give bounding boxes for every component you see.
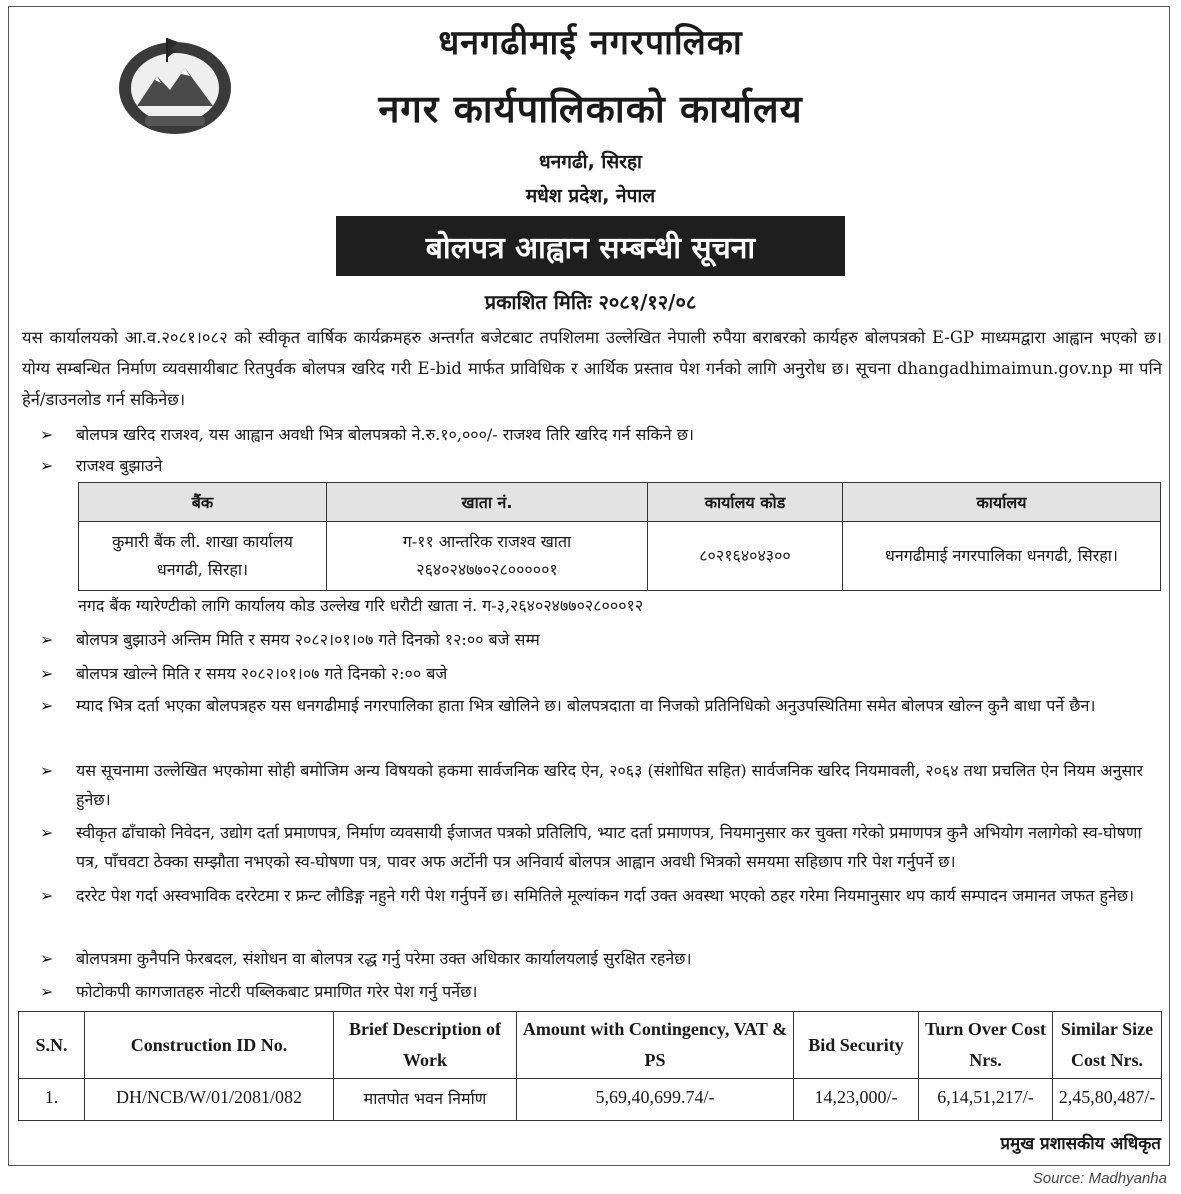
construction-id-cell: DH/NCB/W/01/2081/082: [85, 1079, 334, 1121]
notice-title-banner: [336, 216, 845, 276]
guarantee-note: नगद बैंक ग्यारेण्टीको लागि कार्यालय कोड उल्लेख गरि धरौटी खाता नं. ग-३,२६४०२४७७०२८०००१२: [78, 596, 644, 615]
arrow-bullet-icon: ➢: [40, 456, 54, 475]
province-country: मधेश प्रदेश, नेपाल: [525, 185, 656, 207]
arrow-bullet-icon: ➢: [40, 761, 54, 780]
bullet-item: [40, 818, 1162, 876]
table-header-row: [19, 1012, 1162, 1079]
sn-cell: 1.: [19, 1079, 85, 1121]
column-header: खाता नं.: [327, 483, 648, 522]
column-header: Similar Size Cost Nrs.: [1053, 1012, 1162, 1079]
bullet-text: दररेट पेश गर्दा अस्वभाविक दररेटमा र फ्रन्ट लौडिङ्ग नहुने गरी पेश गर्नुपर्ने छ। समितिले मूल्यांकन गर्दा उक्त अवस्था भएको ठहर गरेमा नियमानुसार थप कार्य सम्पादन जमानत जफत हुनेछ।: [76, 886, 1135, 905]
table-header-row: [79, 483, 1161, 522]
notice-title: बोलपत्र आह्वान सम्बन्धी सूचना: [425, 230, 756, 266]
turnover-cell: 6,14,51,217/-: [919, 1079, 1053, 1121]
arrow-bullet-icon: ➢: [40, 425, 54, 444]
municipality-name: धनगढीमाई नगरपालिका: [438, 23, 743, 63]
source-credit: Source: Madhyanha: [1032, 1170, 1167, 1187]
column-header: Brief Description of Work: [334, 1012, 517, 1079]
bullet-text: बोलपत्र बुझाउने अन्तिम मिति र समय २०८२।०१।०७ गते दिनको १२:०० बजे सम्म: [76, 630, 540, 649]
bank-cell: [79, 522, 327, 591]
column-header: Turn Over Cost Nrs.: [919, 1012, 1053, 1079]
bank-name: कुमारी बैंक ली. शाखा कार्यालय: [112, 532, 293, 551]
account-number: २६४०२४७७०२८०००००१: [416, 560, 558, 579]
bullet-text: म्याद भित्र दर्ता भएका बोलपत्रहरु यस धनगढीमाई नगरपालिका हाता भित्र खोलिने छ। बोलपत्रदाता वा निजको प्रतिनिधिको अनुउपस्थितिमा समेत बोलपत्र खोल्न कुनै बाधा पर्ने छैन।: [76, 696, 1096, 715]
bank-branch: धनगढी, सिरहा।: [156, 560, 249, 579]
bullet-text: स्वीकृत ढाँचाको निवेदन, उद्योग दर्ता प्रमाणपत्र, निर्माण व्यवसायी ईजाजत पत्रको प्रतिलिपि, भ्याट दर्ता प्रमाणपत्र, नियमानुसार कर चुक्ता गरेको प्रमाणपत्र कुनै अभियोग नलागेको स्व-घोषणा पत्र, पाँचवटा ठेक्का सम्झौता नभएको स्व-घोषणा पत्र, पावर अफ अर्टोनी पत्र अनिवार्य बोलपत्र आह्वान अवधी भित्रको समयमा सहिछाप गरि पेश गर्नुपर्ने छ।: [76, 823, 1142, 871]
arrow-bullet-icon: ➢: [40, 630, 54, 649]
bullet-item: [40, 625, 1162, 654]
column-header: S.N.: [19, 1012, 85, 1079]
arrow-bullet-icon: ➢: [40, 886, 54, 905]
amount-cell: 5,69,40,699.74/-: [517, 1079, 794, 1121]
table-row: [79, 522, 1161, 591]
description-cell: मातपोत भवन निर्माण: [334, 1079, 517, 1121]
column-header: Bid Security: [794, 1012, 919, 1079]
column-header: Construction ID No.: [85, 1012, 334, 1079]
column-header: बैंक: [79, 483, 327, 522]
office-cell: धनगढीमाई नगरपालिका धनगढी, सिरहा।: [843, 522, 1161, 591]
account-name: ग-११ आन्तरिक राजश्व खाता: [402, 532, 572, 551]
arrow-bullet-icon: ➢: [40, 982, 54, 1001]
column-header: कार्यालय: [843, 483, 1161, 522]
bullet-text: राजश्व बुझाउने: [76, 456, 163, 475]
bullet-item: [40, 691, 1162, 720]
bullet-item: [40, 451, 1162, 480]
works-table: [18, 1011, 1162, 1121]
bullet-item: [40, 659, 1162, 688]
bullet-text: बोलपत्र खोल्ने मिति र समय २०८२।०१।०७ गते दिनको २:०० बजे: [76, 664, 448, 683]
intro-paragraph: यस कार्यालयको आ.व.२०८१।०८२ को स्वीकृत वार्षिक कार्यक्रमहरु अन्तर्गत बजेटबाट तपशिलमा उल्लेखित नेपाली रुपैया बराबरको कार्यहरु बोलपत्रको E-GP माध्यमद्वारा आह्वान भएको छ। योग्य सम्बन्धित निर्माण व्यवसायीबाट रितपुर्वक बोलपत्र खरिद गरी E-bid मार्फत प्राविधिक र आर्थिक प्रस्ताव पेश गर्नको लागि अनुरोध छ। सूचना dhangadhimaimun.gov.np मा पनि हेर्न/डाउनलोड गर्न सकिनेछ।: [22, 328, 1162, 409]
table-row: [19, 1079, 1162, 1121]
signatory: प्रमुख प्रशासकीय अधिकृत: [1000, 1134, 1161, 1154]
bullet-item: [40, 977, 1162, 1006]
bullet-item: [40, 420, 1162, 449]
bullet-item: [40, 944, 1162, 973]
arrow-bullet-icon: ➢: [40, 949, 54, 968]
published-date: प्रकाशित मितिः २०८१/१२/०८: [484, 290, 697, 314]
revenue-account-table: [78, 482, 1161, 591]
bullet-text: फोटोकपी कागजातहरु नोटरी पब्लिकबाट प्रमाणित गरेर पेश गर्नु पर्नेछ।: [76, 982, 478, 1001]
similar-size-cell: 2,45,80,487/-: [1053, 1079, 1162, 1121]
column-header: Amount with Contingency, VAT & PS: [517, 1012, 794, 1079]
arrow-bullet-icon: ➢: [40, 664, 54, 683]
column-header: कार्यालय कोड: [648, 483, 843, 522]
arrow-bullet-icon: ➢: [40, 823, 54, 842]
account-cell: [327, 522, 648, 591]
bullet-item: [40, 756, 1162, 814]
arrow-bullet-icon: ➢: [40, 696, 54, 715]
office-code-cell: ८०२१६४०४३००: [648, 522, 843, 591]
bid-security-cell: 14,23,000/-: [794, 1079, 919, 1121]
office-name: नगर कार्यपालिकाको कार्यालय: [378, 87, 803, 131]
bullet-text: बोलपत्रमा कुनैपनि फेरबदल, संशोधन वा बोलपत्र रद्ध गर्नु परेमा उक्त अधिकार कार्यालयलाई सुरक्षित रहनेछ।: [76, 949, 692, 968]
bullet-text: यस सूचनामा उल्लेखित भएकोमा सोही बमोजिम अन्य विषयको हकमा सार्वजनिक खरिद ऐन, २०६३ (संशोधित सहित) सार्वजनिक खरिद नियमावली, २०६४ तथा प्रचलित ऐन नियम अनुसार हुनेछ।: [76, 761, 1144, 809]
bullet-text: बोलपत्र खरिद राजश्व, यस आह्वान अवधी भित्र बोलपत्रको ने.रु.१०,०००/- राजश्व तिरि खरिद गर्न सकिने छ।: [76, 425, 694, 444]
office-location: धनगढी, सिरहा: [539, 151, 642, 173]
bullet-item: [40, 881, 1162, 910]
